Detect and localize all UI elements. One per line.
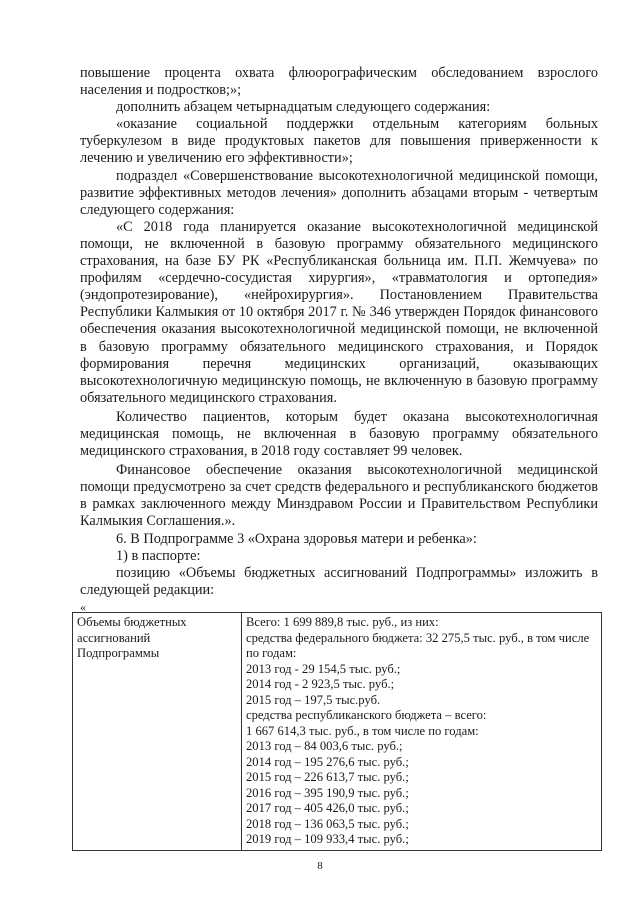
- label-cell: [73, 613, 242, 851]
- value-line: 2015 год – 226 613,7 тыс. руб.;: [246, 770, 409, 784]
- paragraph-5: «С 2018 года планируется оказание высокотехнологичной медицинской помощи, не включенной в базовую программу обязательного медицинского страхования, на базе БУ РК «Республиканская больница им. П.П. Жемчуева» по профилям «сердечно-сосудистая хирургия», «травматология и ортопедия» (эндопротезирование), «нейрохирургия». Постановлением Правительства Республики Калмыкия от 10 октября 2017 г. № 346 утвержден Порядок финансового обеспечения оказания высокотехнологичной медицинской помощи, не включенной в базовую программу обязательного медицинского страхования, и Порядок формирования перечня медицинских организаций, оказывающих высокотехнологичную медицинскую помощь, не включенную в базовую программу обязательного медицинского страхования.: [80, 218, 598, 406]
- value-line: 2014 год – 195 276,6 тыс. руб.;: [246, 754, 409, 769]
- label-line: ассигнований: [77, 630, 151, 645]
- body-text: [80, 65, 598, 612]
- budget-table: [72, 612, 602, 851]
- value-line: Всего: 1 699 889,8 тыс. руб., из них:: [246, 615, 439, 629]
- paragraph-6: Количество пациентов, которым будет оказана высокотехнологичная медицинская помощь, не включенная в базовую программу обязательного медицинского страхования, в 2018 году составляет 99 человек.: [80, 408, 598, 460]
- paragraph-2: дополнить абзацем четырнадцатым следующего содержания:: [116, 99, 491, 116]
- page-number: 8: [317, 860, 323, 872]
- value-line: 2014 год - 2 923,5 тыс. руб.;: [246, 677, 395, 691]
- paragraph-10: позицию «Объемы бюджетных ассигнований Подпрограммы» изложить в следующей редакции:: [80, 564, 598, 598]
- value-line: 2019 год – 109 933,4 тыс. руб.;: [246, 832, 409, 846]
- value-line: 2016 год – 395 190,9 тыс. руб.;: [246, 785, 409, 800]
- value-line: 2013 год – 84 003,6 тыс. руб.;: [246, 739, 403, 753]
- value-cell: [242, 613, 602, 851]
- label-line: Объемы бюджетных: [77, 615, 187, 629]
- value-line: средства федерального бюджета: 32 275,5 тыс. руб., в том числе: [246, 630, 590, 645]
- value-line: по годам:: [246, 646, 297, 660]
- value-line: 1 667 614,3 тыс. руб., в том числе по годам:: [246, 723, 479, 738]
- value-line: 2013 год - 29 154,5 тыс. руб.;: [246, 661, 401, 676]
- paragraph-4: подраздел «Совершенствование высокотехнологичной медицинской помощи, развитие эффективных методов лечения» дополнить абзацами вторым - четвертым следующего содержания:: [80, 167, 598, 218]
- label-line: Подпрограммы: [77, 646, 160, 660]
- paragraph-7: Финансовое обеспечение оказания высокотехнологичной медицинской помощи предусмотрено за счет средств федерального и республиканского бюджетов в рамках заключенного между Минздравом России и Правительством Республики Калмыкия Соглашения.».: [80, 462, 598, 530]
- value-line: 2017 год – 405 426,0 тыс. руб.;: [246, 801, 409, 815]
- value-line: 2018 год – 136 063,5 тыс. руб.;: [246, 816, 409, 831]
- paragraph-8: 6. В Подпрограмме 3 «Охрана здоровья матери и ребенка»:: [116, 530, 477, 547]
- value-line: средства республиканского бюджета – всего:: [246, 708, 487, 722]
- paragraph-3: «оказание социальной поддержки отдельным категориям больных туберкулезом в виде продуктовых пакетов для повышения приверженности к лечению и увеличению его эффективности»;: [80, 116, 598, 167]
- paragraph-9: 1) в паспорте:: [116, 547, 201, 564]
- opening-quote-mark: «: [80, 599, 86, 614]
- table-row: [73, 613, 602, 851]
- paragraph-1: повышение процента охвата флюорографическим обследованием взрослого населения и подростков;»;: [80, 65, 598, 99]
- value-line: 2015 год – 197,5 тыс.руб.: [246, 692, 381, 707]
